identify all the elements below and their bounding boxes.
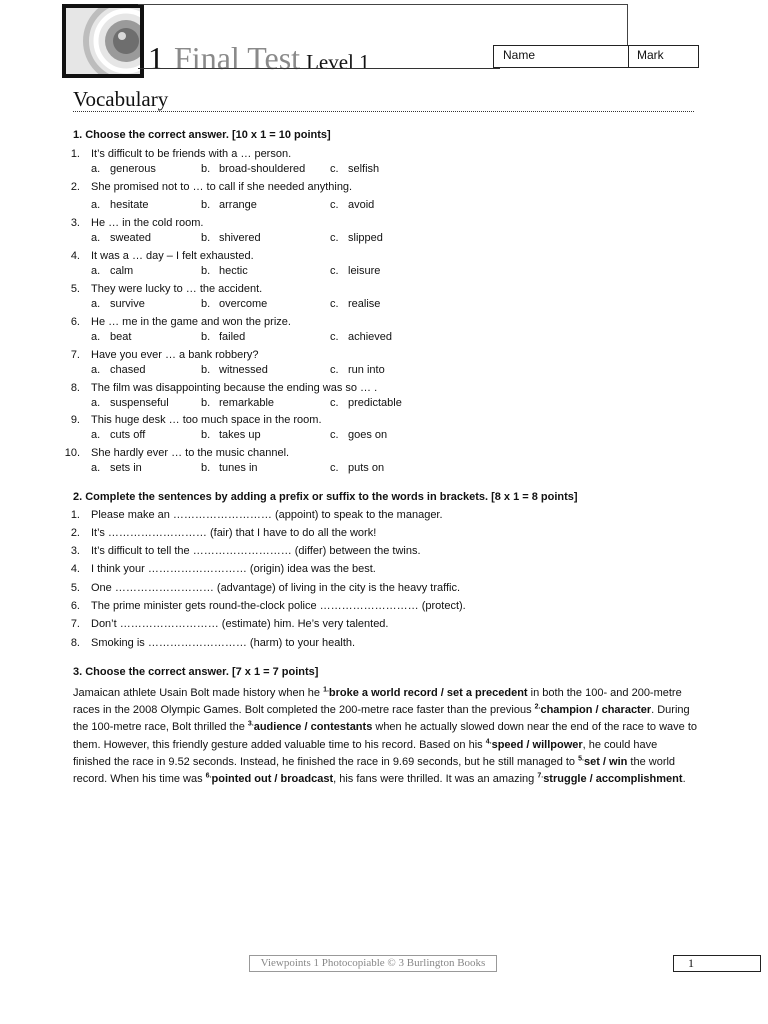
option-letter: a.	[91, 364, 101, 376]
header-right-rule	[627, 4, 628, 45]
ex3-text: the world record. When his time was	[73, 755, 676, 786]
gap-options[interactable]: pointed out / broadcast	[211, 773, 334, 786]
title-level: Level 1	[306, 50, 370, 74]
logo-swirl-icon	[66, 8, 140, 74]
answer-option[interactable]: puts on	[348, 462, 385, 474]
option-letter: b.	[201, 364, 211, 376]
option-letter: b.	[201, 199, 211, 211]
option-letter: a.	[91, 298, 101, 310]
gap-number: 4.	[485, 737, 492, 745]
option-letter: c.	[330, 429, 339, 441]
answer-option[interactable]: generous	[110, 163, 156, 175]
option-letter: a.	[91, 429, 101, 441]
option-letter: c.	[330, 232, 339, 244]
answer-option[interactable]: takes up	[219, 429, 261, 441]
option-letter: b.	[201, 331, 211, 343]
answer-option[interactable]: arrange	[219, 199, 257, 211]
answer-option[interactable]: shivered	[219, 232, 261, 244]
question-number: 3.	[70, 217, 80, 229]
question-number: 5.	[70, 283, 80, 295]
question-number: 10.	[64, 447, 80, 459]
mark-field[interactable]: Mark	[637, 48, 664, 62]
option-letter: b.	[201, 397, 211, 409]
gap-sentence[interactable]: Please make an ……………………… (appoint) to speak to the manager.	[91, 509, 443, 521]
gap-number: 1.	[323, 686, 329, 694]
option-letter: a.	[91, 232, 101, 244]
option-letter: b.	[201, 232, 211, 244]
name-mark-box	[493, 45, 699, 68]
answer-option[interactable]: run into	[348, 364, 385, 376]
option-letter: b.	[201, 298, 211, 310]
answer-option[interactable]: sets in	[110, 462, 142, 474]
question-number: 7.	[70, 618, 80, 630]
section-title: Vocabulary	[73, 87, 169, 111]
question-number: 2.	[70, 527, 80, 539]
answer-option[interactable]: tunes in	[219, 462, 258, 474]
gap-options[interactable]: struggle / accomplishment	[543, 773, 683, 786]
answer-option[interactable]: chased	[110, 364, 146, 376]
question-text: It was a … day – I felt exhausted.	[91, 250, 254, 262]
answer-option[interactable]: hectic	[219, 265, 248, 277]
answer-option[interactable]: predictable	[348, 397, 402, 409]
unit-number: 1	[148, 40, 164, 76]
answer-option[interactable]: remarkable	[219, 397, 275, 409]
answer-option[interactable]: achieved	[348, 331, 393, 343]
gap-options[interactable]: set / win	[583, 755, 628, 768]
gap-number: 7.	[537, 772, 544, 780]
question-number: 4.	[70, 563, 80, 575]
option-letter: c.	[330, 298, 339, 310]
option-letter: a.	[91, 462, 101, 474]
page-number-box	[673, 955, 761, 972]
question-text: Have you ever … a bank robbery?	[91, 349, 259, 361]
question-number: 6.	[70, 316, 80, 328]
answer-option[interactable]: broad-shouldered	[219, 163, 306, 175]
option-letter: b.	[201, 265, 211, 277]
gap-number: 6.	[205, 772, 212, 780]
page-title	[148, 40, 370, 77]
gap-options[interactable]: speed / willpower	[491, 738, 583, 751]
answer-option[interactable]: calm	[110, 265, 134, 277]
answer-option[interactable]: hesitate	[110, 199, 149, 211]
section-divider	[73, 111, 694, 112]
answer-option[interactable]: sweated	[110, 232, 151, 244]
ex3-text: in both the 100- and 200-metre races in the 2008 Olympic Games. Bolt completed the 200-metre race faster than the previous	[73, 687, 682, 717]
question-number: 3.	[70, 545, 80, 557]
option-letter: a.	[91, 397, 101, 409]
option-letter: c.	[330, 397, 339, 409]
answer-option[interactable]: survive	[110, 298, 145, 310]
option-letter: b.	[201, 163, 211, 175]
name-field[interactable]: Name	[494, 46, 629, 67]
gap-sentence[interactable]: It’s difficult to tell the ……………………… (differ) between the twins.	[91, 545, 421, 557]
gap-options[interactable]: audience / contestants	[253, 721, 373, 734]
option-letter: a.	[91, 163, 101, 175]
ex3-text: , he could have finished the race in 9.52 seconds. Instead, he finished the race in 9.69 seconds, but he still managed to	[73, 738, 658, 768]
question-text: She promised not to … to call if she needed anything.	[91, 181, 353, 193]
page-number: 1	[688, 956, 694, 970]
answer-option[interactable]: avoid	[348, 199, 375, 211]
answer-option[interactable]: leisure	[348, 265, 381, 277]
question-number: 6.	[70, 600, 80, 612]
question-number: 2.	[70, 181, 80, 193]
ex3-text: .	[682, 773, 686, 786]
ex3-paragraph	[73, 685, 698, 788]
gap-options[interactable]: champion / character	[540, 704, 652, 717]
question-number: 9.	[70, 414, 80, 426]
ex3-text: . During the 100-metre race, Bolt thrilled the	[73, 704, 690, 734]
option-letter: a.	[91, 199, 101, 211]
ex3-text: when he actually slowed down near the end of the race to wave to them. However, this friendly gesture added valuable time to his record. Based on his	[73, 721, 698, 751]
option-letter: c.	[330, 331, 339, 343]
answer-option[interactable]: goes on	[348, 429, 388, 441]
question-number: 1.	[70, 509, 80, 521]
ex3-text: Jamaican athlete Usain Bolt made history when he	[73, 687, 324, 699]
question-text: It’s difficult to be friends with a … person.	[91, 148, 292, 160]
header-top-rule	[138, 4, 628, 5]
question-text: He … in the cold room.	[91, 217, 204, 229]
answer-option[interactable]: failed	[219, 331, 246, 343]
question-text: He … me in the game and won the prize.	[91, 316, 291, 328]
ex2-instruction: 2. Complete the sentences by adding a prefix or suffix to the words in brackets. [8 x 1 = 8 points]	[73, 491, 578, 503]
option-letter: c.	[330, 364, 339, 376]
option-letter: a.	[91, 265, 101, 277]
gap-sentence[interactable]: Smoking is ……………………… (harm) to your health.	[91, 637, 356, 649]
option-letter: b.	[201, 462, 211, 474]
question-number: 8.	[70, 637, 80, 649]
answer-option[interactable]: overcome	[219, 298, 268, 310]
title-main: Final Test	[174, 40, 301, 76]
answer-option[interactable]: cuts off	[110, 429, 146, 441]
question-number: 1.	[70, 148, 80, 160]
option-letter: c.	[330, 462, 339, 474]
ex3-text: , his fans were thrilled. It was an amazing	[333, 773, 538, 786]
option-letter: a.	[91, 331, 101, 343]
option-letter: c.	[330, 163, 339, 175]
question-number: 5.	[70, 582, 80, 594]
gap-number: 2.	[534, 703, 541, 711]
gap-sentence[interactable]: I think your ……………………… (origin) idea was the best.	[91, 563, 376, 575]
question-text: They were lucky to … the accident.	[91, 283, 263, 295]
option-letter: c.	[330, 199, 339, 211]
gap-number: 5.	[578, 755, 584, 763]
answer-option[interactable]: selfish	[348, 163, 380, 175]
option-letter: b.	[201, 429, 211, 441]
answer-option[interactable]: realise	[348, 298, 381, 310]
ex1-instruction: 1. Choose the correct answer. [10 x 1 = 10 points]	[73, 129, 331, 141]
gap-sentence[interactable]: Don’t ……………………… (estimate) him. He’s very talented.	[91, 618, 389, 630]
logo	[62, 4, 144, 78]
answer-option[interactable]: suspenseful	[110, 397, 169, 409]
question-text: This huge desk … too much space in the room.	[91, 414, 322, 426]
title-underline	[138, 68, 500, 69]
option-letter: c.	[330, 265, 339, 277]
gap-sentence[interactable]: It’s ……………………… (fair) that I have to do all the work!	[91, 527, 377, 539]
answer-option[interactable]: witnessed	[219, 364, 268, 376]
question-text: She hardly ever … to the music channel.	[91, 447, 290, 459]
answer-option[interactable]: slipped	[348, 232, 383, 244]
question-number: 4.	[70, 250, 80, 262]
question-text: The film was disappointing because the ending was so … .	[91, 382, 378, 394]
gap-options[interactable]: broke a world record / set a precedent	[328, 687, 528, 699]
gap-number: 3.	[247, 720, 254, 728]
gap-sentence[interactable]: One ……………………… (advantage) of living in the city is the heavy traffic.	[91, 582, 461, 594]
question-number: 8.	[70, 382, 80, 394]
gap-sentence[interactable]: The prime minister gets round-the-clock police ……………………… (protect).	[91, 600, 466, 612]
question-number: 7.	[70, 349, 80, 361]
answer-option[interactable]: beat	[110, 331, 132, 343]
footer-copyright: Viewpoints 1 Photocopiable © 3 Burlington Books	[249, 955, 497, 972]
ex3-instruction: 3. Choose the correct answer. [7 x 1 = 7 points]	[73, 666, 319, 678]
